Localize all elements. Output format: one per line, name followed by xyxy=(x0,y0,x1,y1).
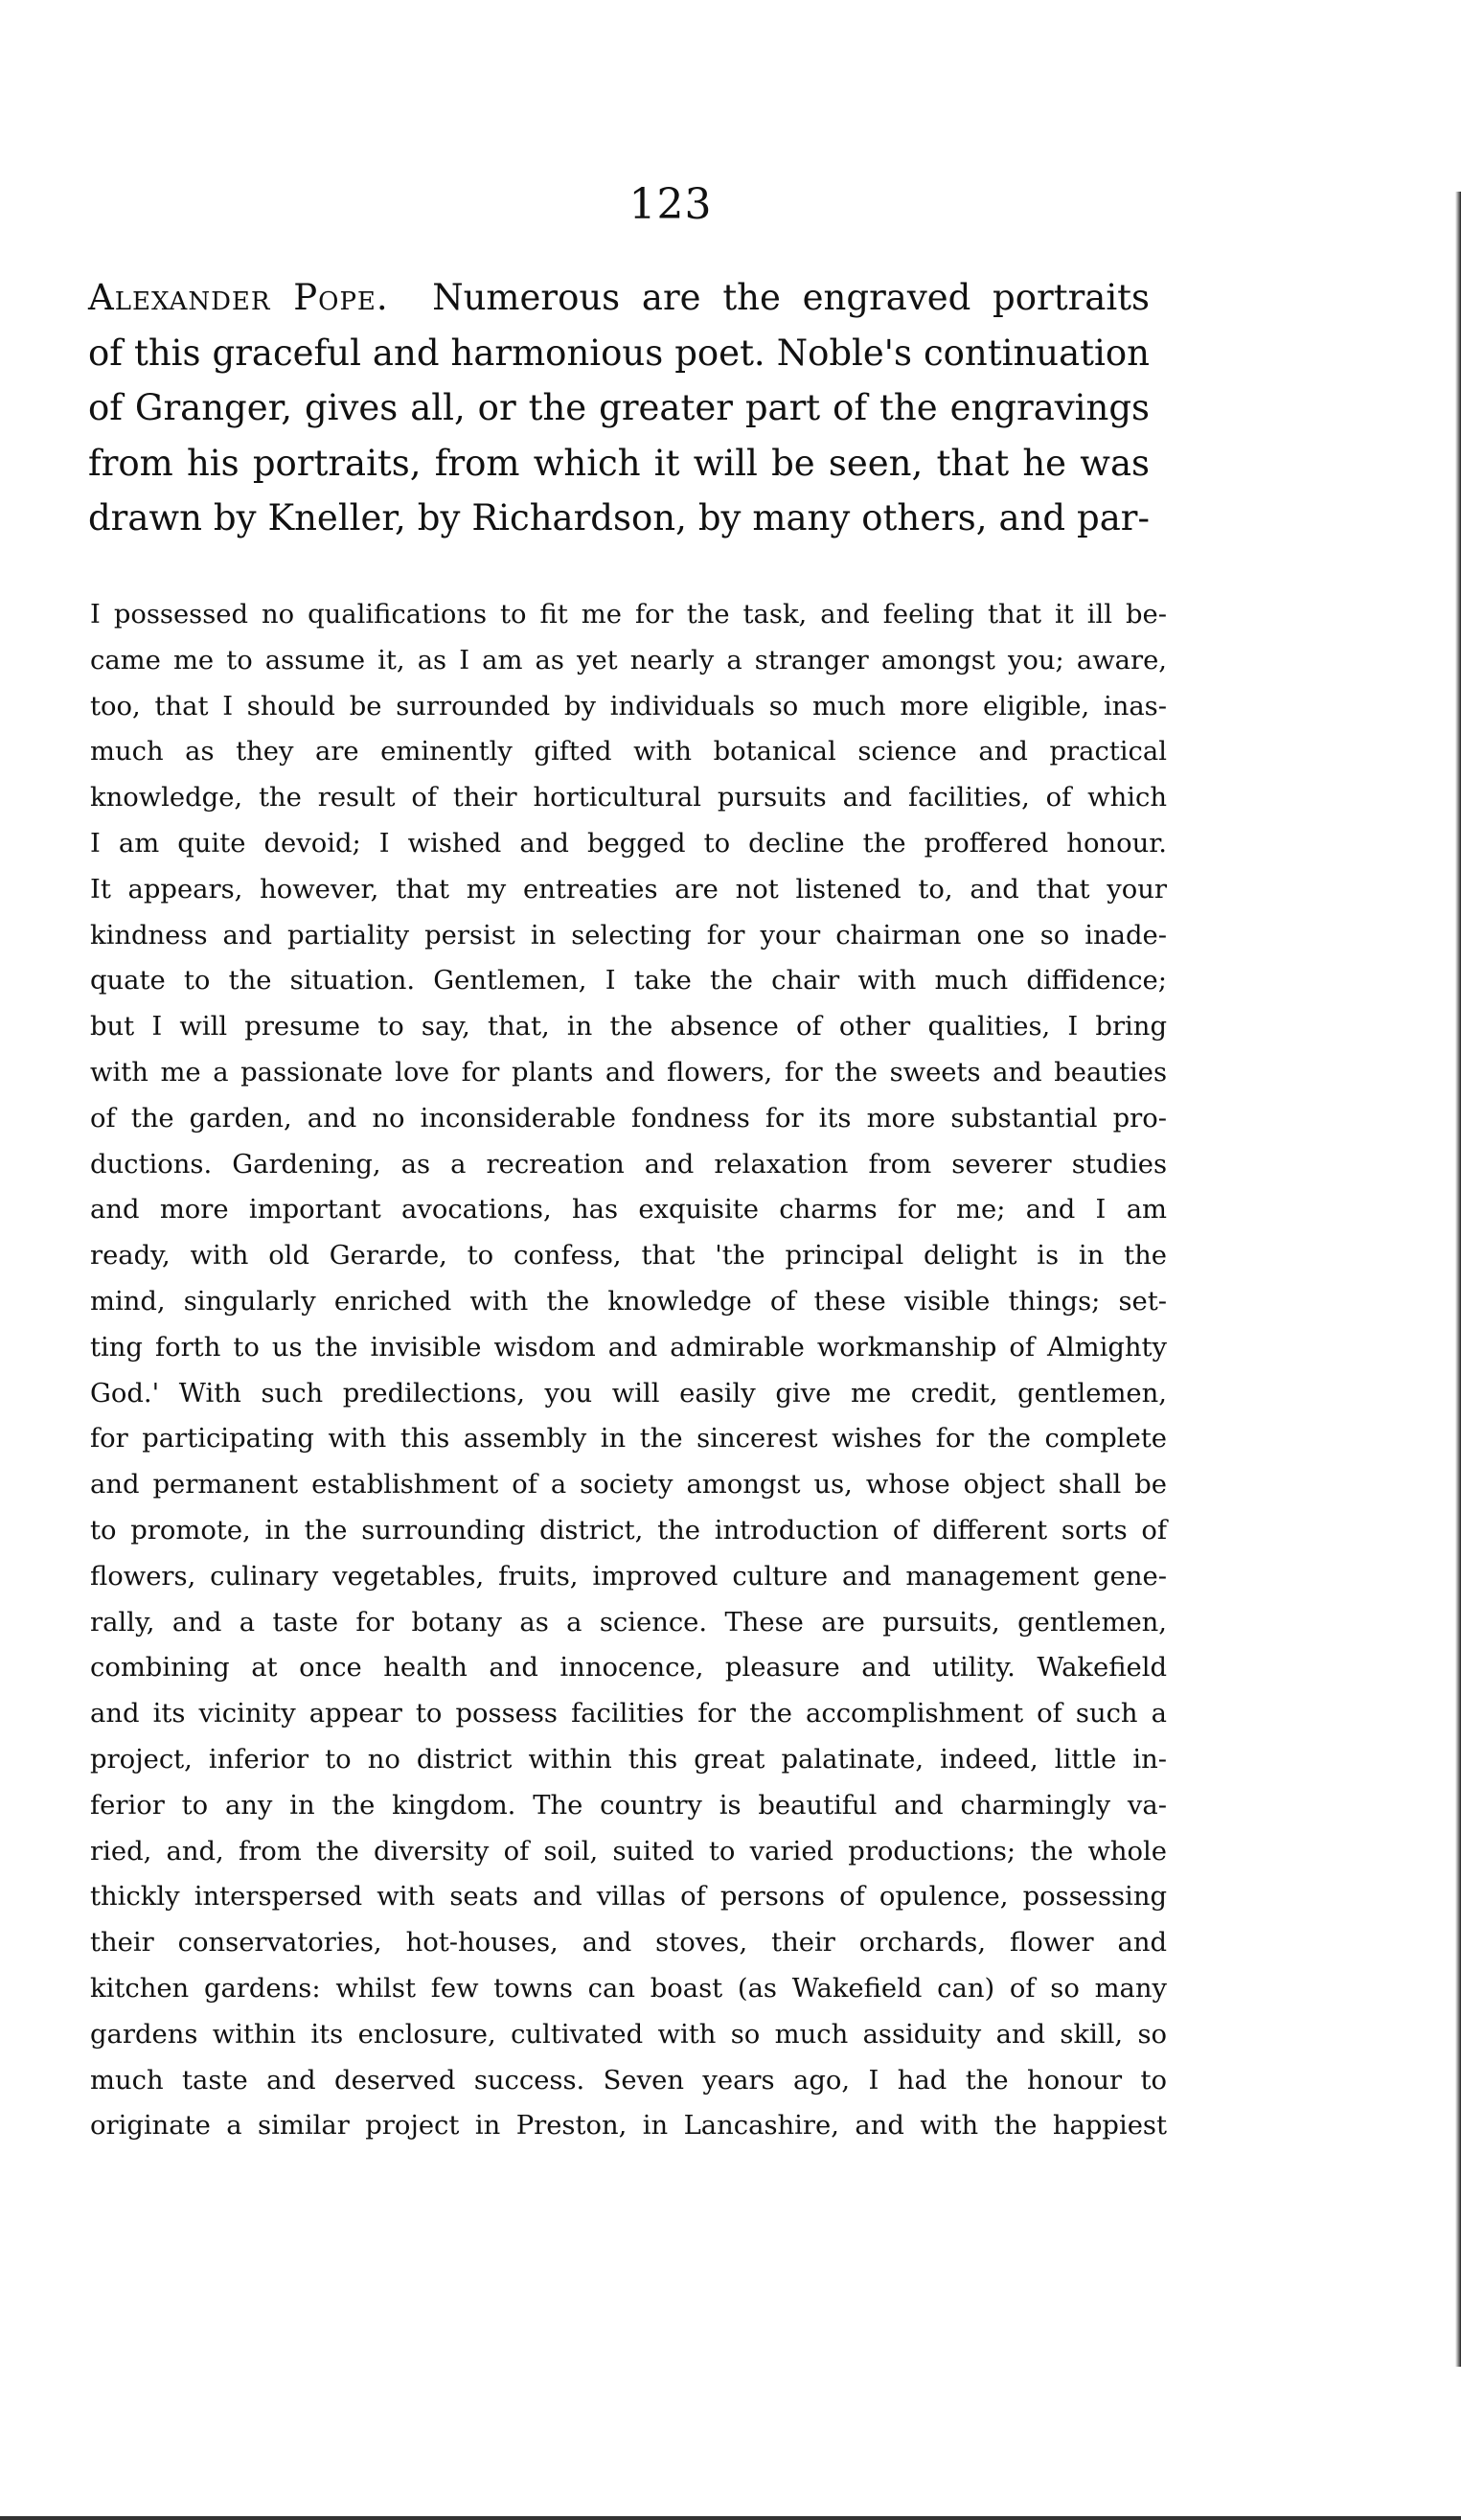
text-line: ried, and, from the diversity of soil, suited to varied productions; the whole xyxy=(90,1836,1167,1867)
text-line: but I will presume to say, that, in the absence of other qualities, I bring xyxy=(90,1012,1167,1042)
text-line: drawn by Kneller, by Richardson, by many others, and par- xyxy=(88,497,1150,538)
text-line: much as they are eminently gifted with botanical science and practical xyxy=(90,737,1167,767)
text-line: their conservatories, hot-houses, and stoves, their orchards, flower and xyxy=(90,1928,1167,1959)
text-line: project, inferior to no district within this great palatinate, indeed, little in- xyxy=(90,1744,1167,1775)
text-line: kindness and partiality persist in selecting for your chairman one so inade- xyxy=(90,920,1167,951)
text-line: from his portraits, from which it will be seen, that he was xyxy=(88,442,1150,484)
text-line: knowledge, the result of their horticultural pursuits and facilities, of which xyxy=(90,783,1167,813)
text-line: combining at once health and innocence, pleasure and utility. Wakefield xyxy=(90,1653,1167,1684)
text-line: with me a passionate love for plants and flowers, for the sweets and beauties xyxy=(90,1057,1167,1088)
entry-name: Alexander Pope. xyxy=(88,277,389,318)
text-line: flowers, culinary vegetables, fruits, improved culture and management gene- xyxy=(90,1561,1167,1592)
page-edge-shadow xyxy=(1455,192,1461,2367)
main-text-block xyxy=(88,270,1150,546)
inserted-text-block xyxy=(90,592,1167,2149)
text-line: much taste and deserved success. Seven years ago, I had the honour to xyxy=(90,2065,1167,2096)
text-line: rally, and a taste for botany as a science. These are pursuits, gentlemen, xyxy=(90,1607,1167,1638)
text-line: ferior to any in the kingdom. The country is beautiful and charmingly va- xyxy=(90,1790,1167,1821)
text-line: and more important avocations, has exquisite charms for me; and I am xyxy=(90,1195,1167,1226)
text-line: mind, singularly enriched with the knowledge of these visible things; set- xyxy=(90,1286,1167,1317)
text-line: I possessed no qualifications to fit me for the task, and feeling that it ill be- xyxy=(90,600,1167,630)
page-number: 123 xyxy=(628,180,713,229)
text-line: ductions. Gardening, as a recreation and relaxation from severer studies xyxy=(90,1149,1167,1180)
text-line: to promote, in the surrounding district, the introduction of different sorts of xyxy=(90,1515,1167,1546)
text-line: of Granger, gives all, or the greater part of the engravings xyxy=(88,387,1150,428)
text-line: gardens within its enclosure, cultivated with so much assiduity and skill, so xyxy=(90,2019,1167,2050)
text-line-content: Numerous are the engraved portraits xyxy=(432,277,1151,318)
text-line: and permanent establishment of a society amongst us, whose object shall be xyxy=(90,1470,1167,1501)
text-line: of the garden, and no inconsiderable fondness for its more substantial pro- xyxy=(90,1103,1167,1134)
page-bottom-edge xyxy=(0,2516,1461,2520)
text-line: of this graceful and harmonious poet. Noble's continuation xyxy=(88,332,1150,374)
text-line: God.' With such predilections, you will easily give me credit, gentlemen, xyxy=(90,1378,1167,1409)
text-line xyxy=(88,270,1150,326)
text-line: ting forth to us the invisible wisdom and admirable workmanship of Almighty xyxy=(90,1332,1167,1363)
text-line: originate a similar project in Preston, in Lancashire, and with the happiest xyxy=(90,2111,1167,2142)
text-line: thickly interspersed with seats and villas of persons of opulence, possessing xyxy=(90,1882,1167,1913)
text-line: for participating with this assembly in the sincerest wishes for the complete xyxy=(90,1424,1167,1455)
text-line: I am quite devoid; I wished and begged to decline the proffered honour. xyxy=(90,828,1167,859)
text-line: came me to assume it, as I am as yet nearly a stranger amongst you; aware, xyxy=(90,645,1167,676)
text-line: ready, with old Gerarde, to confess, that 'the principal delight is in the xyxy=(90,1241,1167,1271)
text-line: quate to the situation. Gentlemen, I take the chair with much diffidence; xyxy=(90,966,1167,997)
text-line: and its vicinity appear to possess facilities for the accomplishment of such a xyxy=(90,1699,1167,1730)
text-line: too, that I should be surrounded by individuals so much more eligible, inas- xyxy=(90,691,1167,722)
text-line: It appears, however, that my entreaties are not listened to, and that your xyxy=(90,874,1167,905)
text-line: kitchen gardens: whilst few towns can boast (as Wakefield can) of so many xyxy=(90,1973,1167,2004)
